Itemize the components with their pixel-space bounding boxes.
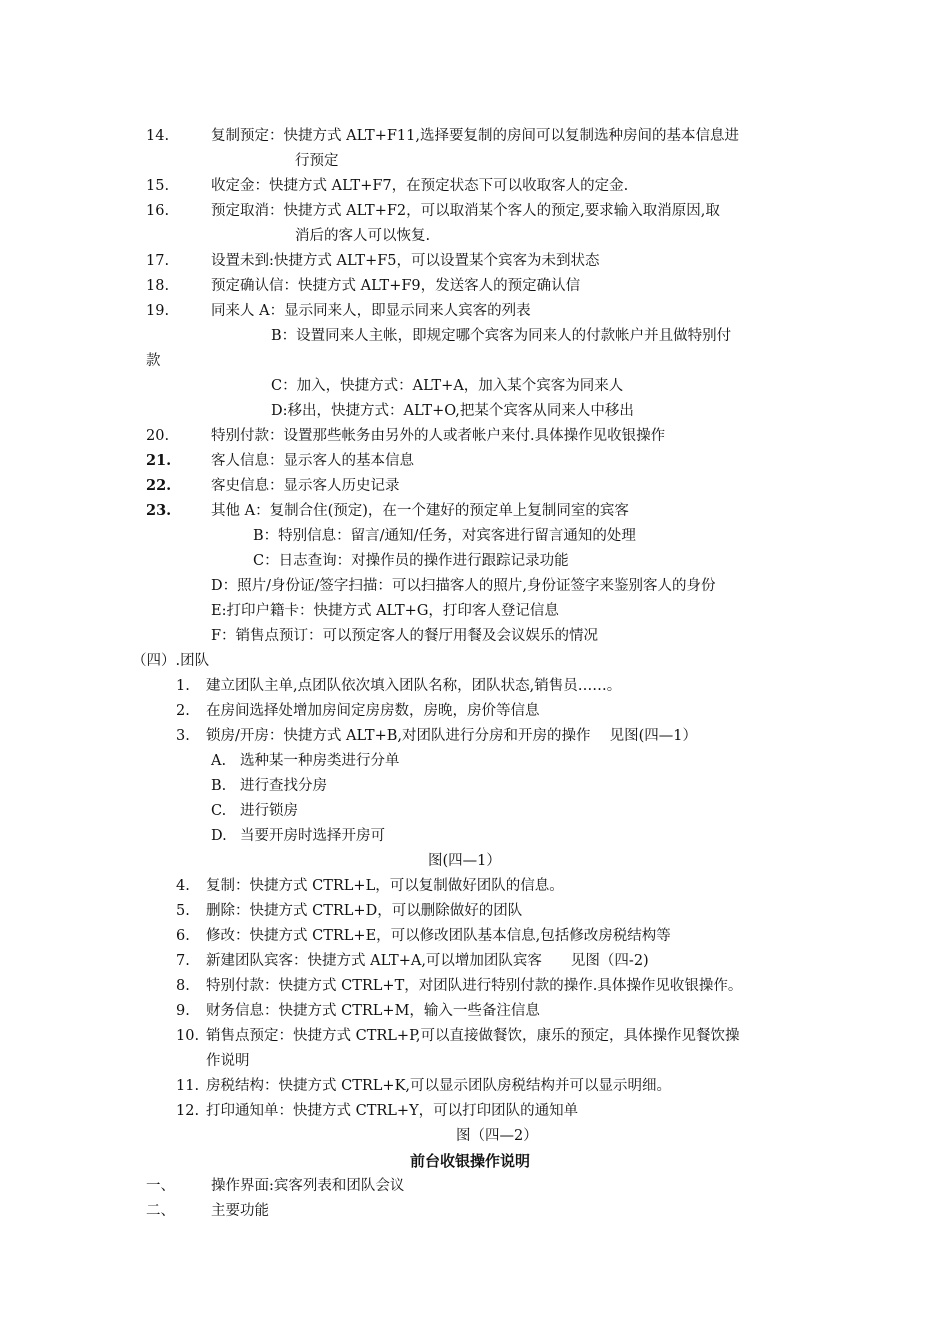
item-subline: B：设置同来人主帐，即规定哪个宾客为同来人的付款帐户并且做特别付 <box>271 328 732 344</box>
item-subline: E:打印户籍卡：快捷方式 ALT+G，打印客人登记信息 <box>211 603 559 619</box>
item-subline: D:移出，快捷方式：ALT+O,把某个宾客从同来人中移出 <box>271 403 634 419</box>
item-subline: C：日志查询：对操作员的操作进行跟踪记录功能 <box>253 553 569 569</box>
step-number: 1. <box>176 678 190 694</box>
cashier-item-text: 操作界面:宾客列表和团队会议 <box>211 1178 405 1194</box>
item-number: 16. <box>146 203 170 219</box>
step-number: 7. <box>176 953 190 969</box>
step-text: 销售点预定：快捷方式 CTRL+P,可以直接做餐饮，康乐的预定，具体操作见餐饮操 <box>206 1028 740 1044</box>
step-number: 3. <box>176 728 190 744</box>
item-text: 特别付款：设置那些帐务由另外的人或者帐户来付.具体操作见收银操作 <box>211 428 666 444</box>
step-number: 12. <box>176 1103 200 1119</box>
step-text: 在房间选择处增加房间定房房数，房晚，房价等信息 <box>206 703 540 719</box>
sub-step-text: 进行锁房 <box>240 803 298 819</box>
figure-caption: 图（四—2） <box>456 1128 538 1144</box>
item-number: 18. <box>146 278 170 294</box>
step-number: 5. <box>176 903 190 919</box>
item-text: 预定确认信：快捷方式 ALT+F9，发送客人的预定确认信 <box>211 278 581 294</box>
step-number: 2. <box>176 703 190 719</box>
cashier-item-number: 一、 <box>146 1178 175 1194</box>
item-subline: B：特别信息：留言/通知/任务，对宾客进行留言通知的处理 <box>253 528 636 544</box>
item-number: 14. <box>146 128 170 144</box>
sub-step-letter: C. <box>211 803 227 819</box>
item-subline: F：销售点预订：可以预定客人的餐厅用餐及会议娱乐的情况 <box>211 628 599 644</box>
step-text: 财务信息：快捷方式 CTRL+M，输入一些备注信息 <box>206 1003 540 1019</box>
sub-step-text: 当要开房时选择开房可 <box>240 828 385 844</box>
step-text: 删除：快捷方式 CTRL+D，可以删除做好的团队 <box>206 903 523 919</box>
item-number: 21. <box>146 452 172 469</box>
item-number: 19. <box>146 303 170 319</box>
item-text: 其他 A：复制合住(预定)，在一个建好的预定单上复制同室的宾客 <box>211 503 629 519</box>
item-subline: 款 <box>146 353 161 369</box>
item-text: 客史信息：显示客人历史记录 <box>211 478 400 494</box>
item-number: 23. <box>146 502 172 519</box>
step-number: 8. <box>176 978 190 994</box>
item-text: 同来人 A：显示同来人，即显示同来人宾客的列表 <box>211 303 531 319</box>
step-text: 特别付款：快捷方式 CTRL+T，对团队进行特别付款的操作.具体操作见收银操作。 <box>206 978 743 994</box>
step-text: 新建团队宾客：快捷方式 ALT+A,可以增加团队宾客 见图（四-2) <box>206 953 649 969</box>
step-number: 4. <box>176 878 190 894</box>
section-heading: （四）.团队 <box>132 653 210 669</box>
item-number: 17. <box>146 253 170 269</box>
cashier-item-text: 主要功能 <box>211 1203 269 1219</box>
item-subline: C：加入，快捷方式：ALT+A，加入某个宾客为同来人 <box>271 378 624 394</box>
step-number: 9. <box>176 1003 190 1019</box>
section-title: 前台收银操作说明 <box>410 1152 531 1170</box>
item-continuation: 行预定 <box>295 153 339 169</box>
sub-step-letter: D. <box>211 828 227 844</box>
cashier-item-number: 二、 <box>146 1203 175 1219</box>
item-text: 收定金：快捷方式 ALT+F7，在预定状态下可以收取客人的定金. <box>211 178 629 194</box>
sub-step-text: 进行查找分房 <box>240 778 327 794</box>
sub-step-text: 选种某一种房类进行分单 <box>240 753 400 769</box>
sub-step-letter: A. <box>211 753 227 769</box>
step-continuation: 作说明 <box>206 1053 250 1069</box>
item-text: 复制预定：快捷方式 ALT+F11,选择要复制的房间可以复制选种房间的基本信息进 <box>211 128 739 144</box>
step-number: 6. <box>176 928 190 944</box>
step-text: 建立团队主单,点团队依次填入团队名称，团队状态,销售员……。 <box>206 678 622 694</box>
step-number: 10. <box>176 1028 200 1044</box>
item-number: 20. <box>146 428 170 444</box>
item-text: 客人信息：显示客人的基本信息 <box>211 453 414 469</box>
figure-caption: 图(四—1） <box>428 853 501 869</box>
item-number: 15. <box>146 178 170 194</box>
step-text: 打印通知单：快捷方式 CTRL+Y，可以打印团队的通知单 <box>206 1103 579 1119</box>
item-number: 22. <box>146 477 172 494</box>
item-text: 预定取消：快捷方式 ALT+F2，可以取消某个客人的预定,要求输入取消原因,取 <box>211 203 720 219</box>
item-subline: D：照片/身份证/签字扫描：可以扫描客人的照片,身份证签字来鉴别客人的身份 <box>211 578 716 594</box>
item-continuation: 消后的客人可以恢复. <box>295 228 431 244</box>
step-text: 修改：快捷方式 CTRL+E，可以修改团队基本信息,包括修改房税结构等 <box>206 928 671 944</box>
sub-step-letter: B. <box>211 778 227 794</box>
step-text: 锁房/开房：快捷方式 ALT+B,对团队进行分房和开房的操作 见图(四—1） <box>206 728 697 744</box>
step-text: 房税结构：快捷方式 CTRL+K,可以显示团队房税结构并可以显示明细。 <box>206 1078 672 1094</box>
step-text: 复制：快捷方式 CTRL+L，可以复制做好团队的信息。 <box>206 878 564 894</box>
item-text: 设置未到:快捷方式 ALT+F5，可以设置某个宾客为未到状态 <box>211 253 600 269</box>
step-number: 11. <box>176 1078 200 1094</box>
